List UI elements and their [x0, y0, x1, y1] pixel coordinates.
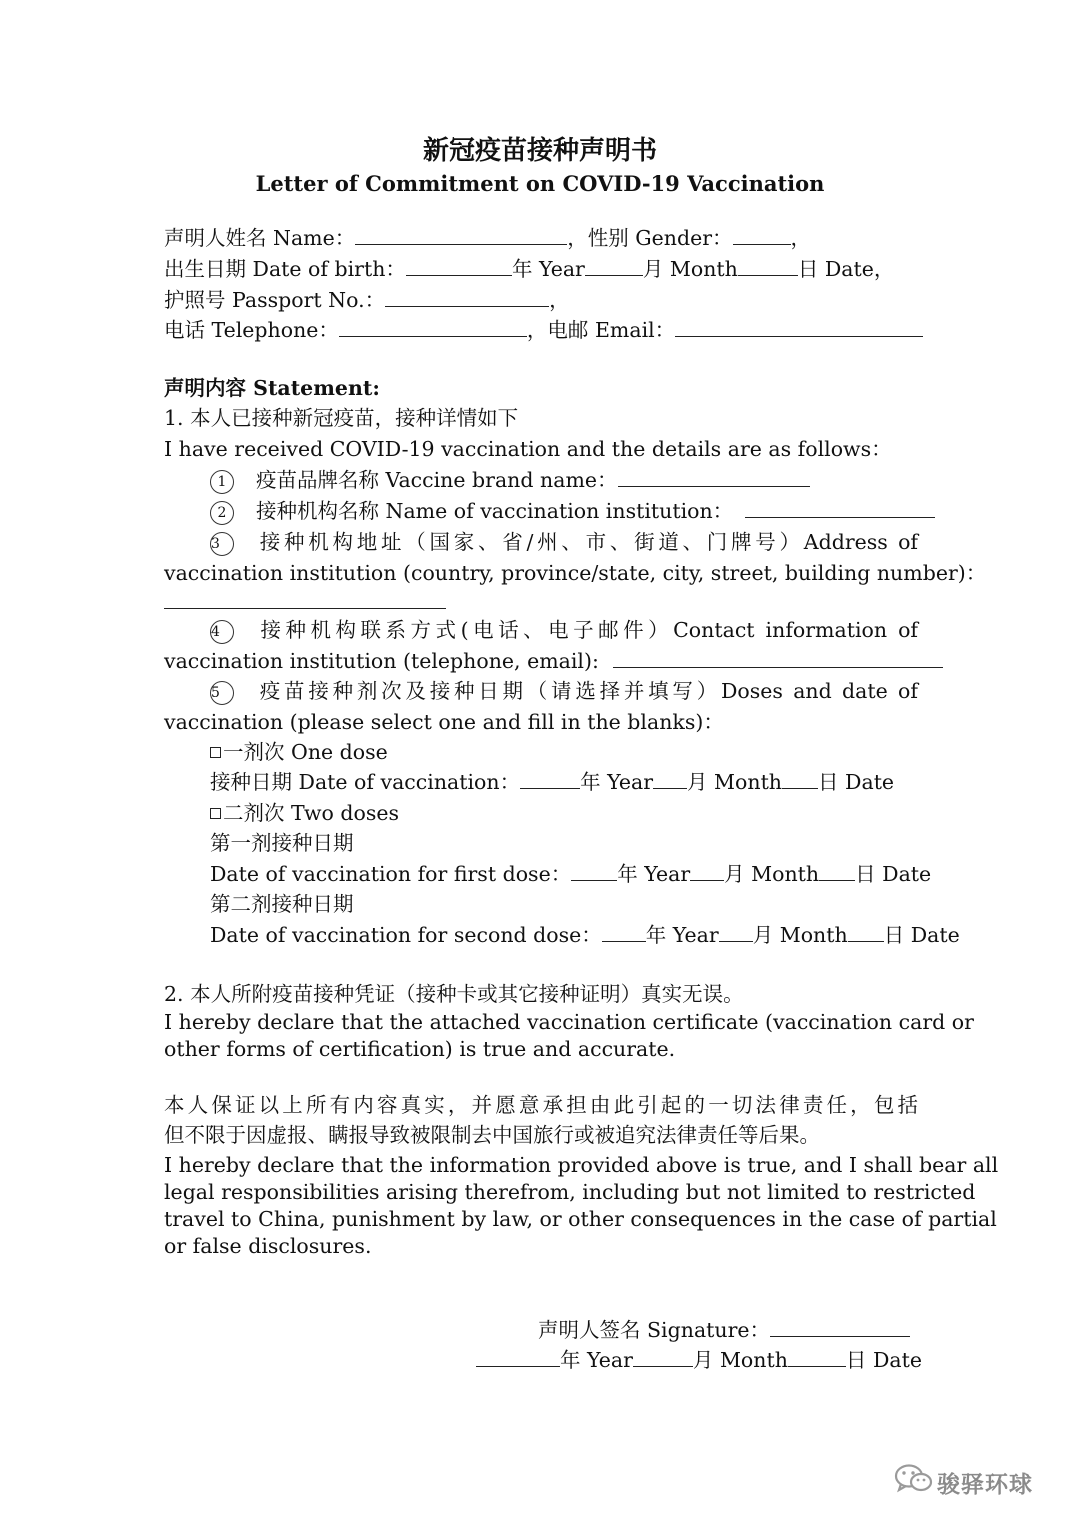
- institution-name-label: 接种机构名称 Name of vaccination institution：: [256, 499, 734, 523]
- name-label: 声明人姓名 Name：: [164, 226, 356, 250]
- email-label: ，电邮 Email：: [526, 318, 676, 342]
- declaration-en-line3: travel to China, punishment by law, or other consequences in the case of partial: [164, 1207, 997, 1231]
- declaration-en-line4: or false disclosures.: [164, 1234, 372, 1258]
- dob-year-blank[interactable]: [406, 255, 512, 276]
- one-dose-checkbox[interactable]: [210, 747, 221, 758]
- name-blank[interactable]: [355, 224, 567, 245]
- one-dose-month-blank[interactable]: [653, 768, 687, 789]
- item1-chinese: 1. 本人已接种新冠疫苗，接种详情如下: [164, 406, 519, 430]
- one-dose-year-blank[interactable]: [520, 768, 580, 789]
- year-label: 年 Year: [511, 257, 585, 281]
- first-dose-date-line: [210, 860, 931, 888]
- two-doses-label: 二剂次 Two doses: [223, 801, 400, 825]
- date-label: 日 Date: [883, 923, 960, 947]
- second-dose-date-line: [210, 921, 960, 949]
- month-label: 月 Month: [752, 923, 848, 947]
- circled-number-3: 3: [210, 532, 234, 556]
- title-chinese: 新冠疫苗接种声明书: [422, 136, 657, 166]
- email-blank[interactable]: [675, 316, 923, 337]
- doses-label: 疫苗接种剂次及接种日期（请选择并填写）Doses and date of: [256, 679, 918, 703]
- date-label: 日 Date: [855, 862, 932, 886]
- second-dose-month-blank[interactable]: [719, 921, 753, 942]
- watermark: [893, 1462, 1053, 1502]
- signature-month-blank[interactable]: [633, 1346, 693, 1367]
- signature-date-blank[interactable]: [788, 1346, 846, 1367]
- month-label: 月 Month: [687, 770, 783, 794]
- one-dose-label: 一剂次 One dose: [223, 740, 388, 764]
- one-dose-date-line: [210, 768, 894, 796]
- dob-month-blank[interactable]: [585, 255, 643, 276]
- vaccine-brand-blank[interactable]: [618, 466, 810, 487]
- title-english: Letter of Commitment on COVID-19 Vaccination: [255, 171, 825, 196]
- sub-item-4: [210, 616, 918, 644]
- date-label: 日 Date: [845, 1348, 922, 1372]
- institution-contact-blank[interactable]: [613, 647, 943, 668]
- item1-english: I have received COVID-19 vaccination and the details are as follows：: [164, 437, 892, 461]
- signature-year-blank[interactable]: [476, 1346, 560, 1367]
- institution-address-label: 接种机构地址（国家、省/州、市、街道、门牌号）Address of: [256, 530, 918, 554]
- circled-number-2: 2: [210, 501, 234, 525]
- declaration-en-line2: legal responsibilities arising therefrom, including but not limited to restricted: [164, 1180, 976, 1204]
- signature-blank[interactable]: [770, 1316, 910, 1337]
- first-dose-month-blank[interactable]: [690, 860, 724, 881]
- first-dose-date-blank[interactable]: [819, 860, 855, 881]
- gender-blank[interactable]: [733, 224, 791, 245]
- declaration-zh-line2: 但不限于因虚报、瞒报导致被限制去中国旅行或被追究法律责任等后果。: [164, 1123, 820, 1147]
- year-label: 年 Year: [645, 923, 719, 947]
- second-dose-label: Date of vaccination for second dose：: [210, 923, 602, 947]
- dob-line: [164, 255, 894, 283]
- institution-contact-line: [164, 647, 943, 675]
- institution-address-blank[interactable]: [164, 588, 446, 609]
- month-label: 月 Month: [724, 862, 820, 886]
- sub-item-3: [210, 528, 918, 556]
- year-label: 年 Year: [580, 770, 654, 794]
- declaration-zh-line1: 本人保证以上所有内容真实，并愿意承担由此引起的一切法律责任，包括: [164, 1093, 918, 1117]
- two-doses-checkbox[interactable]: [210, 808, 221, 819]
- date-label: 日 Date，: [797, 257, 895, 281]
- passport-line: [164, 286, 570, 314]
- dob-date-blank[interactable]: [738, 255, 798, 276]
- date-of-vaccination-label: 接种日期 Date of vaccination：: [210, 770, 521, 794]
- telephone-label: 电话 Telephone：: [164, 318, 339, 342]
- gender-label: ，性别 Gender：: [567, 226, 733, 250]
- wechat-icon: [893, 1462, 935, 1496]
- passport-label: 护照号 Passport No.：: [164, 288, 386, 312]
- item2-chinese: 2. 本人所附疫苗接种凭证（接种卡或其它接种证明）真实无误。: [164, 982, 744, 1006]
- two-doses-option[interactable]: [210, 799, 399, 827]
- one-dose-date-blank[interactable]: [782, 768, 818, 789]
- second-dose-date-blank[interactable]: [848, 921, 884, 942]
- passport-blank[interactable]: [385, 286, 549, 307]
- year-label: 年 Year: [617, 862, 691, 886]
- institution-name-blank[interactable]: [745, 497, 935, 518]
- sub-item-1: [210, 466, 810, 494]
- doses-label-cont: vaccination (please select one and fill in the blanks)：: [164, 710, 724, 734]
- signature-label: 声明人签名 Signature：: [538, 1318, 771, 1342]
- dob-label: 出生日期 Date of birth：: [164, 257, 406, 281]
- contact-line: [164, 316, 923, 344]
- year-label: 年 Year: [560, 1348, 633, 1372]
- sub-item-2: [210, 497, 935, 525]
- signature-date-line: [476, 1346, 922, 1374]
- institution-contact-label-cont: vaccination institution (telephone, email):: [164, 649, 599, 673]
- telephone-blank[interactable]: [339, 316, 527, 337]
- date-label: 日 Date: [818, 770, 895, 794]
- one-dose-option[interactable]: [210, 738, 388, 766]
- vaccine-brand-label: 疫苗品牌名称 Vaccine brand name：: [256, 468, 618, 492]
- name-gender-line: [164, 224, 811, 252]
- circled-number-4: 4: [210, 620, 234, 644]
- institution-contact-label: 接种机构联系方式(电话、电子邮件）Contact information of: [256, 618, 918, 642]
- second-dose-zh: 第二剂接种日期: [210, 892, 354, 916]
- second-dose-year-blank[interactable]: [602, 921, 646, 942]
- comma: ，: [790, 226, 812, 250]
- first-dose-label: Date of vaccination for first dose：: [210, 862, 572, 886]
- address-blank-line: [164, 588, 446, 616]
- comma: ，: [549, 288, 570, 312]
- item2-english-line2: other forms of certification) is true and accurate.: [164, 1037, 676, 1061]
- month-label: 月 Month: [692, 1348, 788, 1372]
- institution-address-label-cont: vaccination institution (country, province/state, city, street, building number)：: [164, 561, 987, 585]
- signature-line: [538, 1316, 910, 1344]
- watermark-text: 骏驿环球: [937, 1472, 1033, 1498]
- circled-number-1: 1: [210, 470, 234, 494]
- item2-english-line1: I hereby declare that the attached vaccination certificate (vaccination card or: [164, 1010, 974, 1034]
- month-label: 月 Month: [642, 257, 738, 281]
- declaration-en-line1: I hereby declare that the information provided above is true, and I shall bear all: [164, 1153, 999, 1177]
- first-dose-zh: 第一剂接种日期: [210, 831, 354, 855]
- statement-heading: 声明内容 Statement:: [164, 376, 380, 400]
- sub-item-5: [210, 677, 918, 705]
- circled-number-5: 5: [210, 681, 234, 705]
- first-dose-year-blank[interactable]: [571, 860, 617, 881]
